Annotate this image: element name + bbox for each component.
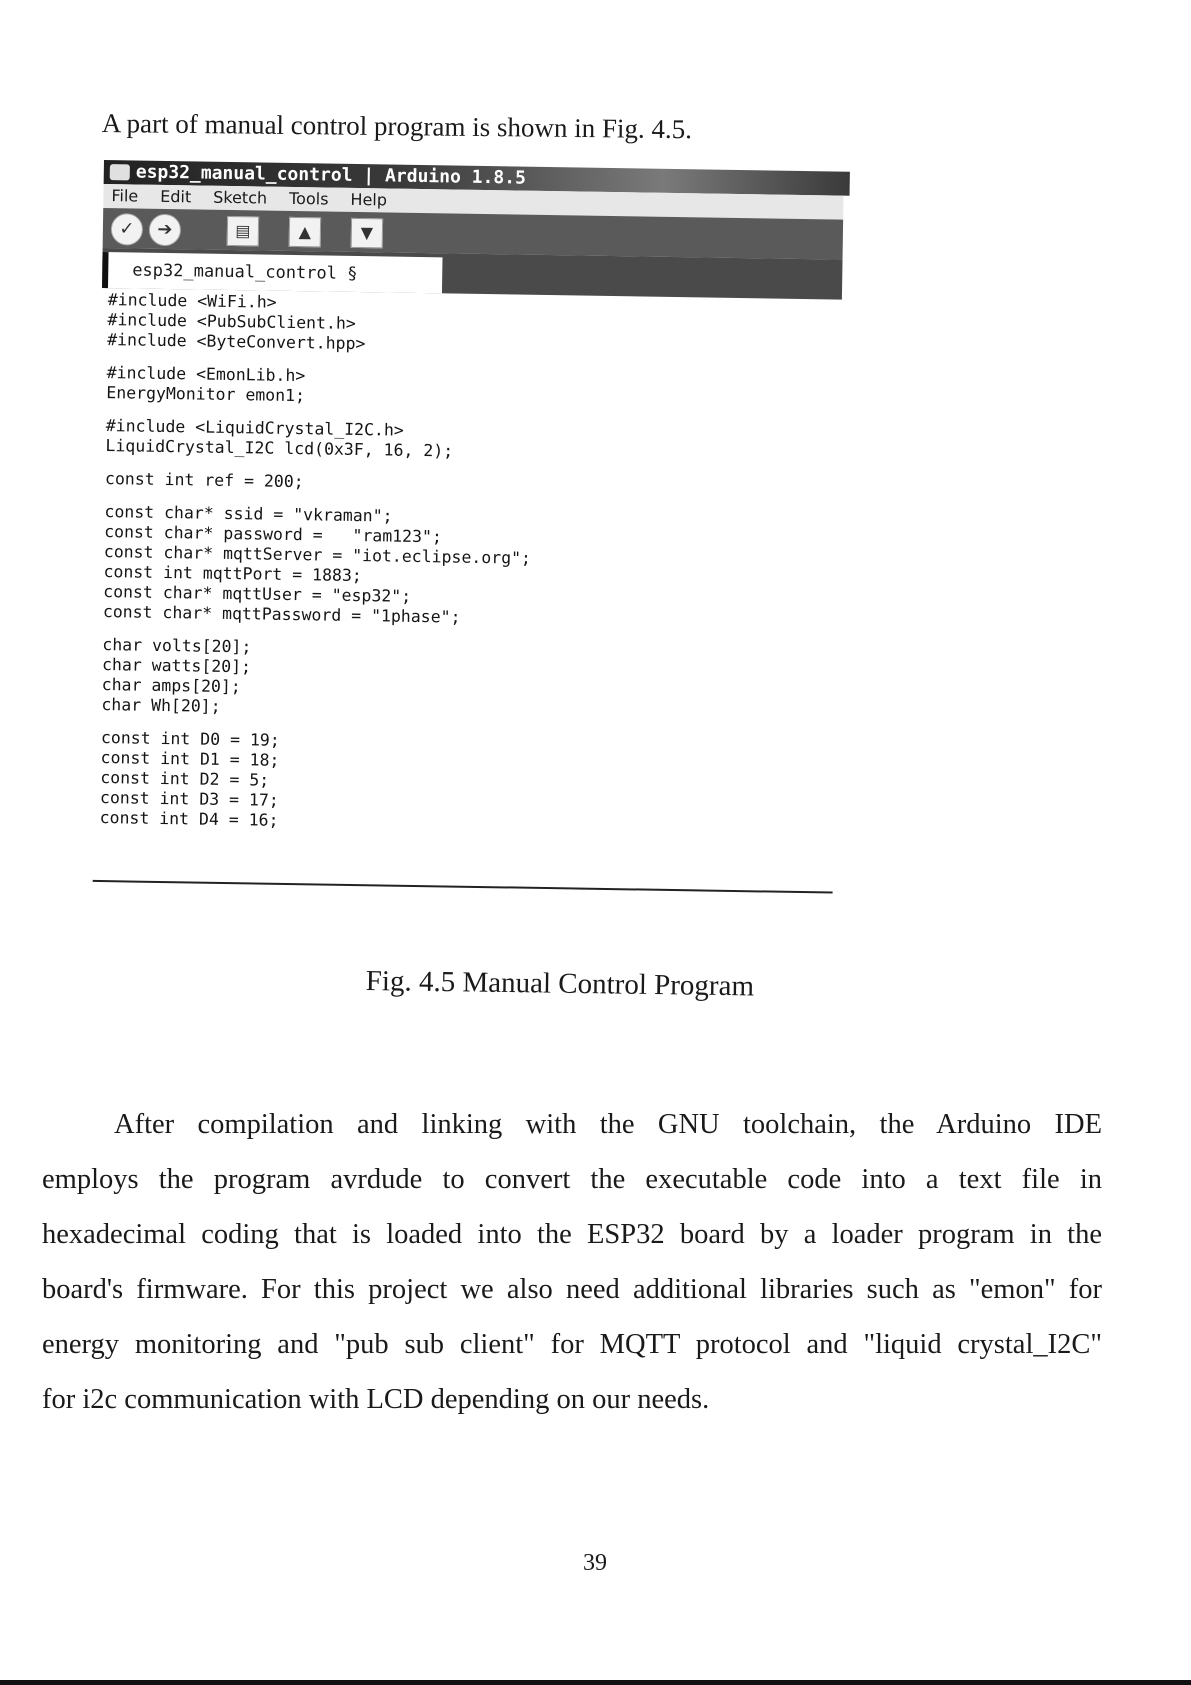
arduino-app-icon [110,164,130,180]
code-line: const char* mqttUser = "esp32"; [103,582,412,606]
code-line: EnergyMonitor emon1; [106,383,306,406]
window-title: esp32_manual_control | Arduino 1.8.5 [135,161,527,189]
paragraph-line: After compilation and linking with the GNU toolchain, the Arduino IDE [114,1109,1102,1140]
code-line: const int D4 = 16; [99,808,279,830]
save-button[interactable] [351,218,383,248]
arrow-down-icon: ▼ [360,223,374,243]
paragraph-line: energy monitoring and "pub sub client" for MQTT protocol and "liquid crystal_I2C" [42,1329,1102,1360]
code-line: #include <ByteConvert.hpp> [107,330,366,354]
menu-sketch[interactable]: Sketch [213,187,268,208]
paragraph-line: hexadecimal coding that is loaded into the ESP32 board by a loader program in the [42,1219,1102,1250]
paragraph-line: for i2c communication with LCD depending on our needs. [42,1384,710,1415]
body-paragraph [42,1097,1102,1427]
code-line: LiquidCrystal_I2C lcd(0x3F, 16, 2); [105,436,454,461]
menu-tools[interactable]: Tools [288,188,329,209]
new-file-icon: ▤ [235,221,251,241]
figure-rule [93,880,833,894]
code-line: #include <WiFi.h> [107,290,277,312]
checkmark-icon: ✓ [119,218,135,240]
upload-button[interactable] [149,214,181,246]
code-line: #include <EmonLib.h> [106,363,306,386]
code-line: const int D0 = 19; [100,728,280,750]
menu-file[interactable]: File [111,186,139,206]
code-line: const int mqttPort = 1883; [103,562,362,586]
code-line: const char* mqttServer = "iot.eclipse.org"; [103,542,532,568]
code-editor[interactable] [100,290,838,839]
paragraph-line: employs the program avrdude to convert the executable code into a text file in [42,1164,1102,1195]
code-line: const char* ssid = "vkraman"; [104,502,393,526]
figure-caption: Fig. 4.5 Manual Control Program [365,965,755,1003]
intro-text: A part of manual control program is shown in Fig. 4.5. [101,108,693,145]
tab-esp32-manual-control[interactable]: esp32_manual_control § [102,252,443,293]
verify-button[interactable] [111,213,143,245]
code-line: const int D3 = 17; [99,788,279,810]
code-line: char volts[20]; [102,635,252,657]
arrow-up-icon: ▲ [298,222,312,242]
code-line: #include <PubSubClient.h> [107,310,356,333]
menu-edit[interactable]: Edit [160,186,192,207]
code-line: const int D2 = 5; [100,768,270,790]
code-line: char Wh[20]; [101,695,221,716]
paragraph-line: board's firmware. For this project we also need additional libraries such as "emon" for [42,1274,1102,1305]
new-button[interactable] [227,216,259,246]
code-line: const int D1 = 18; [100,748,280,770]
code-line: char watts[20]; [101,655,252,677]
code-line: const char* mqttPassword = "1phase"; [102,602,461,627]
page-number: 39 [583,1550,607,1576]
menu-help[interactable]: Help [350,189,388,210]
code-line: char amps[20]; [101,675,241,697]
scan-edge [0,1680,1191,1685]
arduino-ide-screenshot [92,160,852,942]
arrow-right-icon: ➔ [157,218,173,241]
code-line: #include <LiquidCrystal_I2C.h> [105,416,404,440]
open-button[interactable] [289,217,321,247]
code-line: const char* password = "ram123"; [104,522,443,547]
code-line: const int ref = 200; [104,469,304,492]
